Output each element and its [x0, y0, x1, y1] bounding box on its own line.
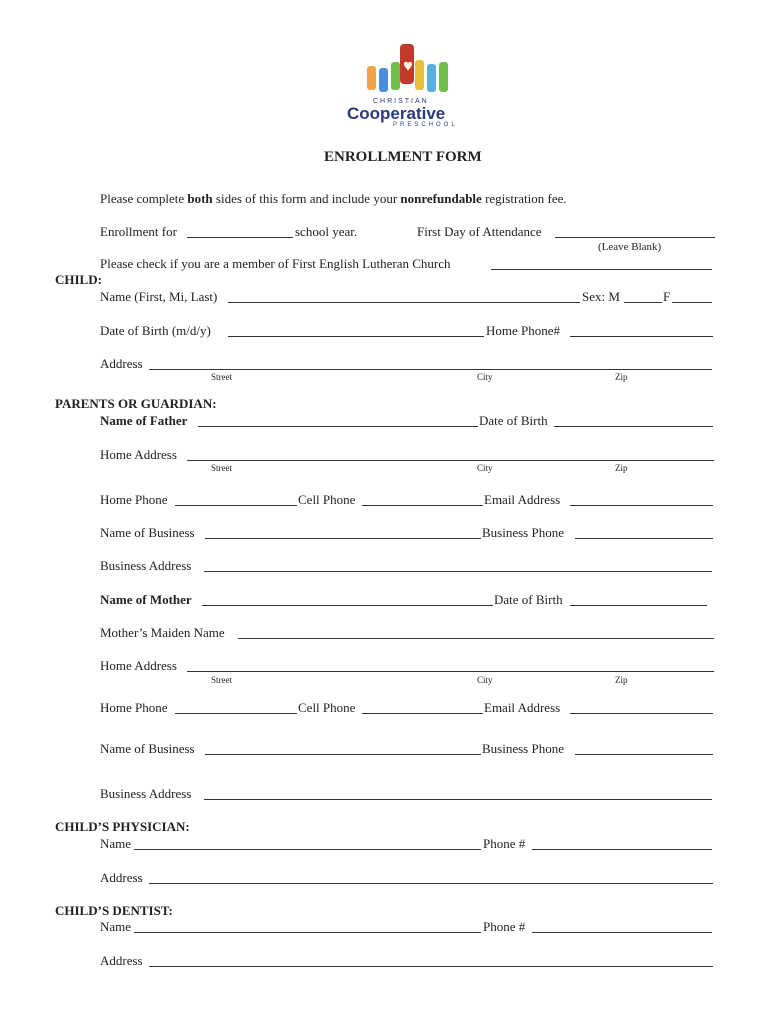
logo [343, 38, 469, 130]
mother-home-address-field[interactable] [187, 660, 714, 672]
mother-email-label: Email Address [484, 700, 561, 715]
mother-dob-field[interactable] [570, 594, 707, 606]
child-name-label: Name (First, Mi, Last) [100, 289, 218, 304]
mother-business-address-label: Business Address [100, 786, 192, 801]
logo-line2: Cooperative [347, 104, 446, 123]
mother-business-phone-label: Business Phone [482, 741, 564, 756]
school-year-suffix: school year. [295, 224, 358, 239]
dentist-heading: CHILD’S DENTIST: [55, 903, 173, 918]
logo-line3: PRESCHOOL [393, 122, 458, 128]
sex-f-label: F [663, 289, 671, 304]
mother-maiden-label: Mother’s Maiden Name [100, 625, 225, 640]
mother-cell-phone-field[interactable] [362, 702, 483, 714]
father-home-phone-label: Home Phone [100, 492, 168, 507]
zip-caption: Zip [615, 463, 628, 473]
mother-dob-label: Date of Birth [494, 592, 563, 607]
child-dob-field[interactable] [228, 325, 484, 337]
father-business-address-label: Business Address [100, 558, 192, 573]
city-caption: City [477, 463, 493, 473]
first-day-field[interactable] [555, 226, 715, 238]
father-business-field[interactable] [205, 527, 481, 539]
father-cell-phone-field[interactable] [362, 494, 483, 506]
physician-heading: CHILD’S PHYSICIAN: [55, 819, 190, 834]
child-home-phone-field[interactable] [570, 325, 713, 337]
mother-cell-phone-label: Cell Phone [298, 700, 356, 715]
dentist-name-field[interactable] [134, 921, 481, 933]
physician-name-label: Name [100, 836, 132, 851]
mother-home-phone-field[interactable] [175, 702, 297, 714]
physician-address-field[interactable] [149, 872, 713, 884]
father-business-phone-field[interactable] [575, 527, 713, 539]
father-business-address-field[interactable] [204, 560, 712, 572]
father-business-phone-label: Business Phone [482, 525, 564, 540]
dentist-address-field[interactable] [149, 955, 713, 967]
father-business-label: Name of Business [100, 525, 195, 540]
mother-business-phone-field[interactable] [575, 743, 713, 755]
father-name-label: Name of Father [100, 413, 188, 428]
sex-f-field[interactable] [672, 291, 712, 303]
father-home-address-field[interactable] [187, 449, 714, 461]
mother-maiden-field[interactable] [238, 627, 714, 639]
logo-line1: CHRISTIAN [373, 98, 429, 105]
mother-home-phone-label: Home Phone [100, 700, 168, 715]
page-title: ENROLLMENT FORM [324, 149, 482, 165]
first-day-label: First Day of Attendance [417, 224, 542, 239]
school-year-field[interactable] [187, 226, 293, 238]
physician-name-field[interactable] [134, 838, 481, 850]
dentist-name-label: Name [100, 919, 132, 934]
father-dob-label: Date of Birth [479, 413, 548, 428]
sex-label: Sex: M [582, 289, 620, 304]
enrollment-label: Enrollment for [100, 224, 177, 239]
mother-name-label: Name of Mother [100, 592, 192, 607]
city-caption: City [477, 372, 493, 382]
physician-address-label: Address [100, 870, 143, 885]
mother-email-field[interactable] [570, 702, 713, 714]
father-cell-phone-label: Cell Phone [298, 492, 356, 507]
zip-caption: Zip [615, 372, 628, 382]
raised-hands-icon [343, 38, 469, 100]
dentist-address-label: Address [100, 953, 143, 968]
leave-blank-note: (Leave Blank) [598, 241, 662, 253]
zip-caption: Zip [615, 675, 628, 685]
mother-business-address-field[interactable] [204, 788, 712, 800]
city-caption: City [477, 675, 493, 685]
child-dob-label: Date of Birth (m/d/y) [100, 323, 211, 338]
father-home-address-label: Home Address [100, 447, 177, 462]
dentist-phone-label: Phone # [483, 919, 526, 934]
child-home-phone-label: Home Phone# [486, 323, 561, 338]
intro-text: Please complete both sides of this form and include your nonrefundable registration fee. [100, 191, 567, 206]
street-caption: Street [211, 675, 232, 685]
dentist-phone-field[interactable] [532, 921, 712, 933]
street-caption: Street [211, 372, 232, 382]
member-check-field[interactable] [491, 258, 712, 270]
street-caption: Street [211, 463, 232, 473]
member-check-label: Please check if you are a member of First English Lutheran Church [100, 256, 451, 271]
child-address-label: Address [100, 356, 143, 371]
child-heading: CHILD: [55, 272, 102, 287]
father-name-field[interactable] [198, 415, 478, 427]
child-address-field[interactable] [149, 358, 712, 370]
mother-business-label: Name of Business [100, 741, 195, 756]
father-email-label: Email Address [484, 492, 561, 507]
father-email-field[interactable] [570, 494, 713, 506]
mother-home-address-label: Home Address [100, 658, 177, 673]
physician-phone-label: Phone # [483, 836, 526, 851]
mother-business-field[interactable] [205, 743, 481, 755]
father-home-phone-field[interactable] [175, 494, 297, 506]
sex-m-field[interactable] [624, 291, 662, 303]
child-name-field[interactable] [228, 291, 580, 303]
mother-name-field[interactable] [202, 594, 493, 606]
physician-phone-field[interactable] [532, 838, 712, 850]
father-dob-field[interactable] [554, 415, 713, 427]
parents-heading: PARENTS OR GUARDIAN: [55, 396, 217, 411]
